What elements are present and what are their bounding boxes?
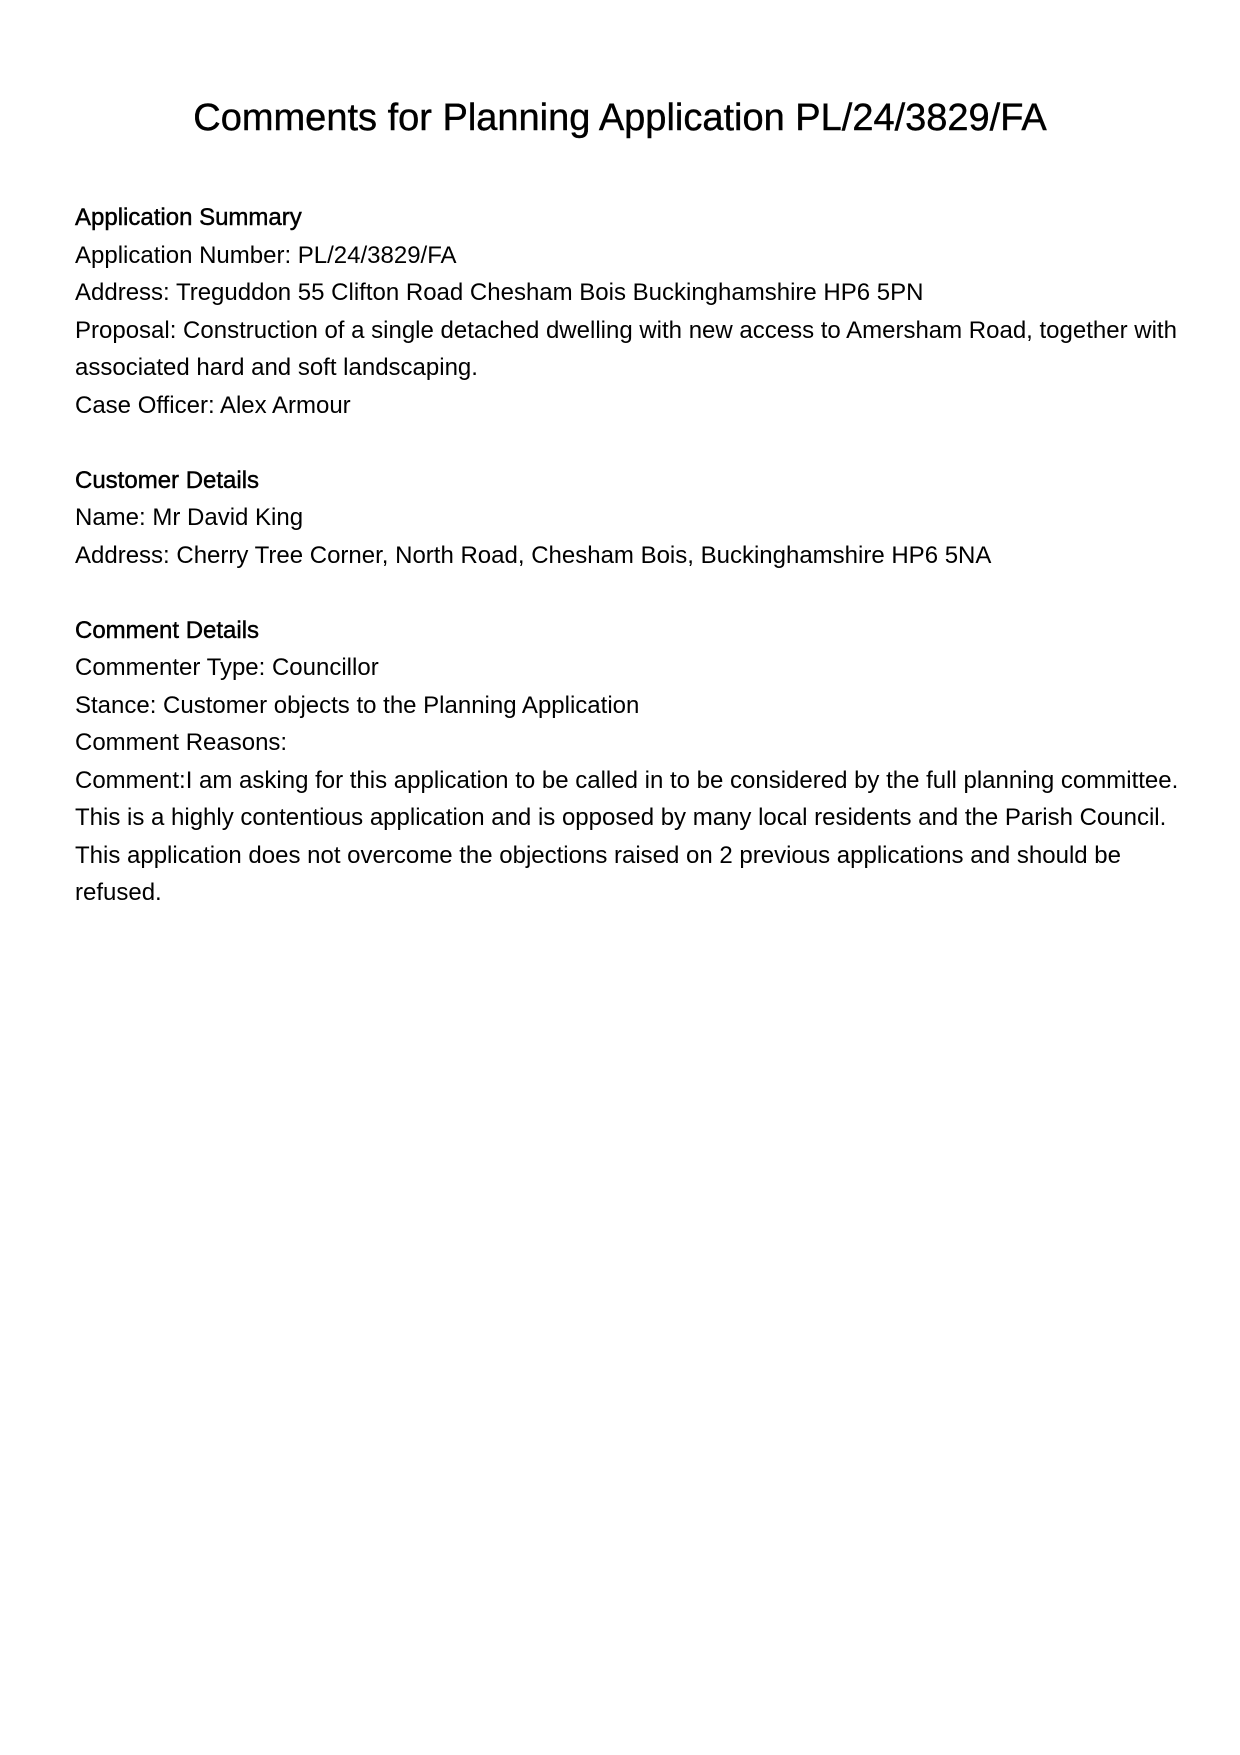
- customer-details-section: [75, 462, 1185, 575]
- proposal: Proposal: Construction of a single detached dwelling with new access to Amersham Road, together with associated hard and soft landscaping.: [75, 316, 1177, 381]
- application-summary-section: [75, 199, 1185, 424]
- commenter-type: Commenter Type: Councillor: [75, 654, 379, 681]
- customer-details-heading: Customer Details: [75, 466, 260, 494]
- application-address: Address: Treguddon 55 Clifton Road Chesham Bois Buckinghamshire HP6 5PN: [75, 279, 924, 306]
- comment-paragraph: This application does not overcome the objections raised on 2 previous applications and should be refused.: [75, 841, 1121, 906]
- customer-address: Address: Cherry Tree Corner, North Road, Chesham Bois, Buckinghamshire HP6 5NA: [75, 541, 992, 569]
- document-body: [75, 199, 1185, 949]
- case-officer: Case Officer: Alex Armour: [75, 391, 351, 419]
- application-summary-heading: Application Summary: [75, 204, 302, 231]
- page-title: Comments for Planning Application PL/24/3829/FA: [193, 97, 1047, 139]
- customer-name: Name: Mr David King: [75, 504, 304, 531]
- comment-details-section: [75, 612, 1185, 912]
- application-number: Application Number: PL/24/3829/FA: [75, 241, 457, 269]
- comment-paragraph: Comment:I am asking for this application to be called in to be considered by the full planning committee.: [75, 766, 1179, 794]
- stance: Stance: Customer objects to the Planning Application: [75, 691, 640, 719]
- comment-details-heading: Comment Details: [75, 616, 260, 644]
- comment-paragraph: This is a highly contentious application and is opposed by many local residents and the Parish Council.: [75, 804, 1167, 831]
- comment-reasons: Comment Reasons:: [75, 729, 288, 756]
